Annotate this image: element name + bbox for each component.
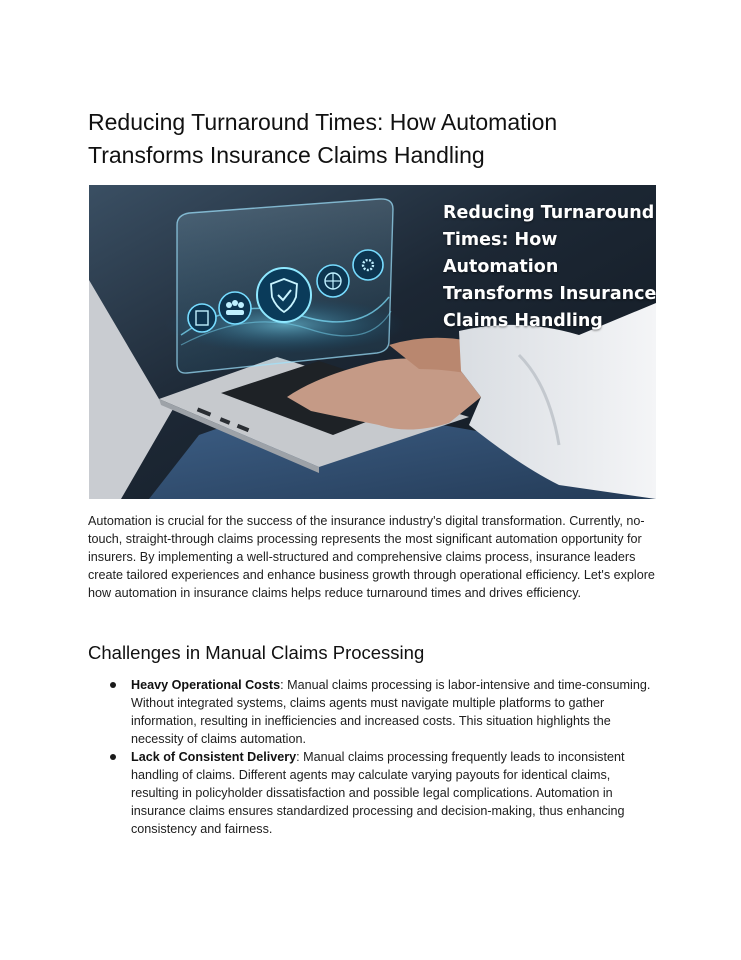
intro-paragraph: Automation is crucial for the success of the insurance industry's digital transformation. Currently, no-touch, straight-through claims processing represents the most significant automation opportunity for insurers. By implementing a well-structured and comprehensive claims process, insurance leaders create tailored experiences and enhance business growth through operational efficiency. Let's explore how automation in insurance claims helps reduce turnaround times and drives efficiency. (88, 514, 655, 600)
bullet-text: : Manual claims processing frequently leads to inconsistent handling of claims. Different agents may calculate varying payouts for identical claims, resulting in policyholder dissatisfaction and possible legal complications. Automation in insurance claims ensures standardized processing and decision-making, thus enhancing consistency and fairness. (131, 750, 625, 836)
shield-check-icon (257, 268, 311, 322)
bullet-icon (110, 754, 116, 760)
hero-overlay-text: Reducing Turnaround Times: How Automation Transforms Insurance Claims Handling (443, 203, 656, 331)
list-item (108, 748, 658, 838)
bullet-term: Heavy Operational Costs (131, 678, 281, 692)
hero-image (89, 185, 656, 499)
bullet-list (108, 676, 658, 838)
bullet-icon (110, 682, 116, 688)
section-heading: Challenges in Manual Claims Processing (88, 642, 425, 663)
globe-icon (317, 265, 349, 297)
people-icon (219, 292, 251, 324)
bullet-term: Lack of Consistent Delivery (131, 750, 297, 764)
document-icon (188, 304, 216, 332)
gear-icon (353, 250, 383, 280)
bullet-text: : Manual claims processing is labor-intensive and time-consuming. Without integrated systems, claims agents must navigate multiple platforms to gather information, resulting in inefficiencies and increased costs. This situation highlights the necessity of claims automation. (131, 678, 651, 746)
page-title: Reducing Turnaround Times: How Automation Transforms Insurance Claims Handling (88, 109, 558, 168)
list-item (108, 676, 658, 748)
